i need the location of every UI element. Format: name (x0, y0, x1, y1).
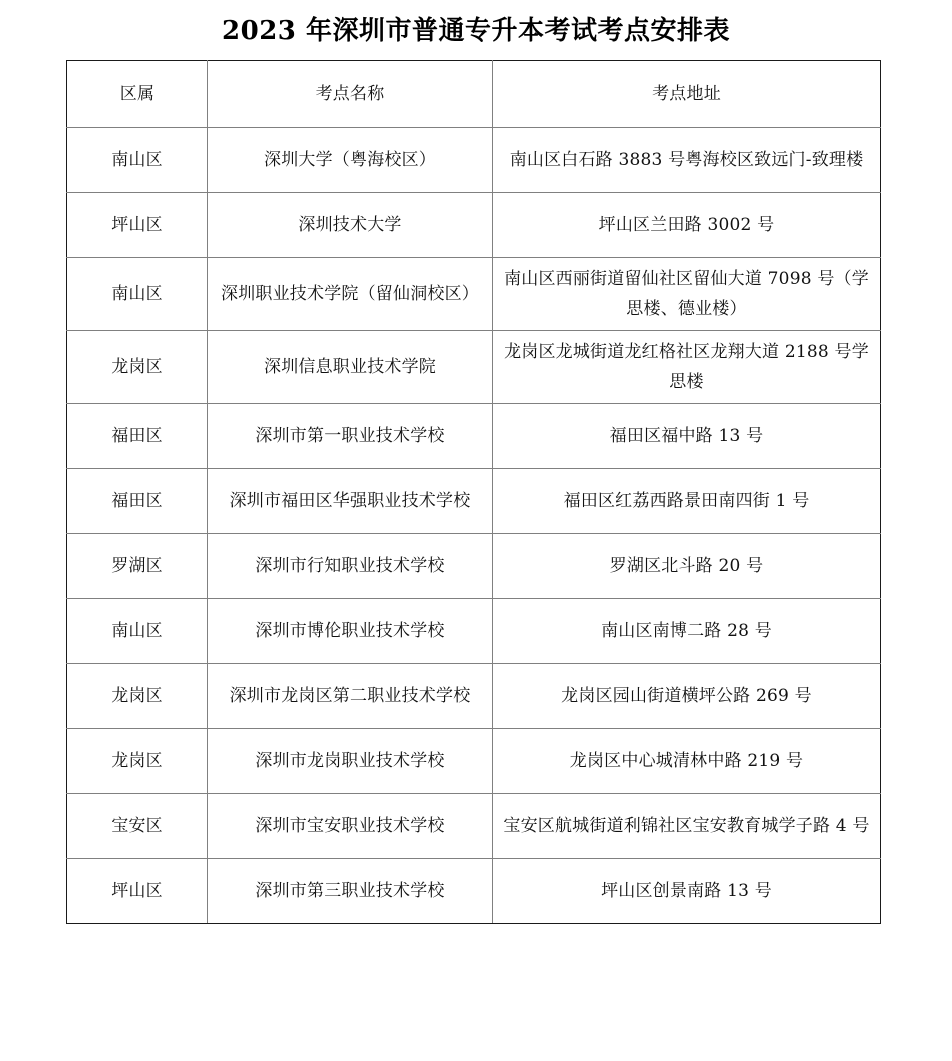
table-row (67, 664, 881, 729)
cell-venue-address: 坪山区兰田路 3002 号 (493, 193, 881, 258)
cell-venue-name: 深圳技术大学 (208, 193, 493, 258)
cell-venue-address: 龙岗区园山街道横坪公路 269 号 (493, 664, 881, 729)
cell-venue-address: 宝安区航城街道利锦社区宝安教育城学子路 4 号 (493, 794, 881, 859)
cell-venue-address: 南山区南博二路 28 号 (493, 599, 881, 664)
table-row (67, 193, 881, 258)
exam-venue-table (66, 60, 881, 924)
cell-venue-name: 深圳大学（粤海校区） (208, 128, 493, 193)
table-header (67, 61, 881, 128)
cell-venue-address: 南山区白石路 3883 号粤海校区致远门-致理楼 (493, 128, 881, 193)
cell-district: 南山区 (67, 599, 208, 664)
cell-venue-name: 深圳信息职业技术学院 (208, 331, 493, 404)
cell-district: 龙岗区 (67, 729, 208, 794)
table-row (67, 859, 881, 924)
cell-venue-name: 深圳市福田区华强职业技术学校 (208, 469, 493, 534)
cell-venue-name: 深圳市第一职业技术学校 (208, 404, 493, 469)
table-row (67, 404, 881, 469)
cell-district: 坪山区 (67, 859, 208, 924)
cell-venue-address: 南山区西丽街道留仙社区留仙大道 7098 号（学思楼、德业楼） (493, 258, 881, 331)
table-header-row (67, 61, 881, 128)
table-row (67, 469, 881, 534)
cell-venue-address: 龙岗区龙城街道龙红格社区龙翔大道 2188 号学思楼 (493, 331, 881, 404)
cell-district: 宝安区 (67, 794, 208, 859)
table-row (67, 128, 881, 193)
table-row (67, 729, 881, 794)
cell-district: 罗湖区 (67, 534, 208, 599)
exam-venue-table-container (66, 60, 880, 924)
cell-district: 福田区 (67, 404, 208, 469)
cell-venue-address: 罗湖区北斗路 20 号 (493, 534, 881, 599)
table-row (67, 331, 881, 404)
cell-venue-address: 龙岗区中心城清林中路 219 号 (493, 729, 881, 794)
table-body (67, 128, 881, 924)
column-header-venue-name: 考点名称 (208, 61, 493, 128)
cell-venue-address: 坪山区创景南路 13 号 (493, 859, 881, 924)
table-row (67, 599, 881, 664)
cell-district: 南山区 (67, 258, 208, 331)
table-row (67, 258, 881, 331)
cell-venue-name: 深圳职业技术学院（留仙洞校区） (208, 258, 493, 331)
page-title: 2023 年深圳市普通专升本考试考点安排表 (222, 16, 730, 46)
table-row (67, 794, 881, 859)
cell-venue-name: 深圳市博伦职业技术学校 (208, 599, 493, 664)
cell-venue-name: 深圳市龙岗职业技术学校 (208, 729, 493, 794)
cell-district: 龙岗区 (67, 664, 208, 729)
cell-district: 南山区 (67, 128, 208, 193)
cell-district: 坪山区 (67, 193, 208, 258)
cell-venue-name: 深圳市宝安职业技术学校 (208, 794, 493, 859)
cell-venue-name: 深圳市龙岗区第二职业技术学校 (208, 664, 493, 729)
cell-venue-address: 福田区红荔西路景田南四街 1 号 (493, 469, 881, 534)
table-row (67, 534, 881, 599)
cell-venue-name: 深圳市第三职业技术学校 (208, 859, 493, 924)
cell-district: 龙岗区 (67, 331, 208, 404)
cell-district: 福田区 (67, 469, 208, 534)
column-header-district: 区属 (67, 61, 208, 128)
column-header-venue-address: 考点地址 (493, 61, 881, 128)
cell-venue-address: 福田区福中路 13 号 (493, 404, 881, 469)
cell-venue-name: 深圳市行知职业技术学校 (208, 534, 493, 599)
